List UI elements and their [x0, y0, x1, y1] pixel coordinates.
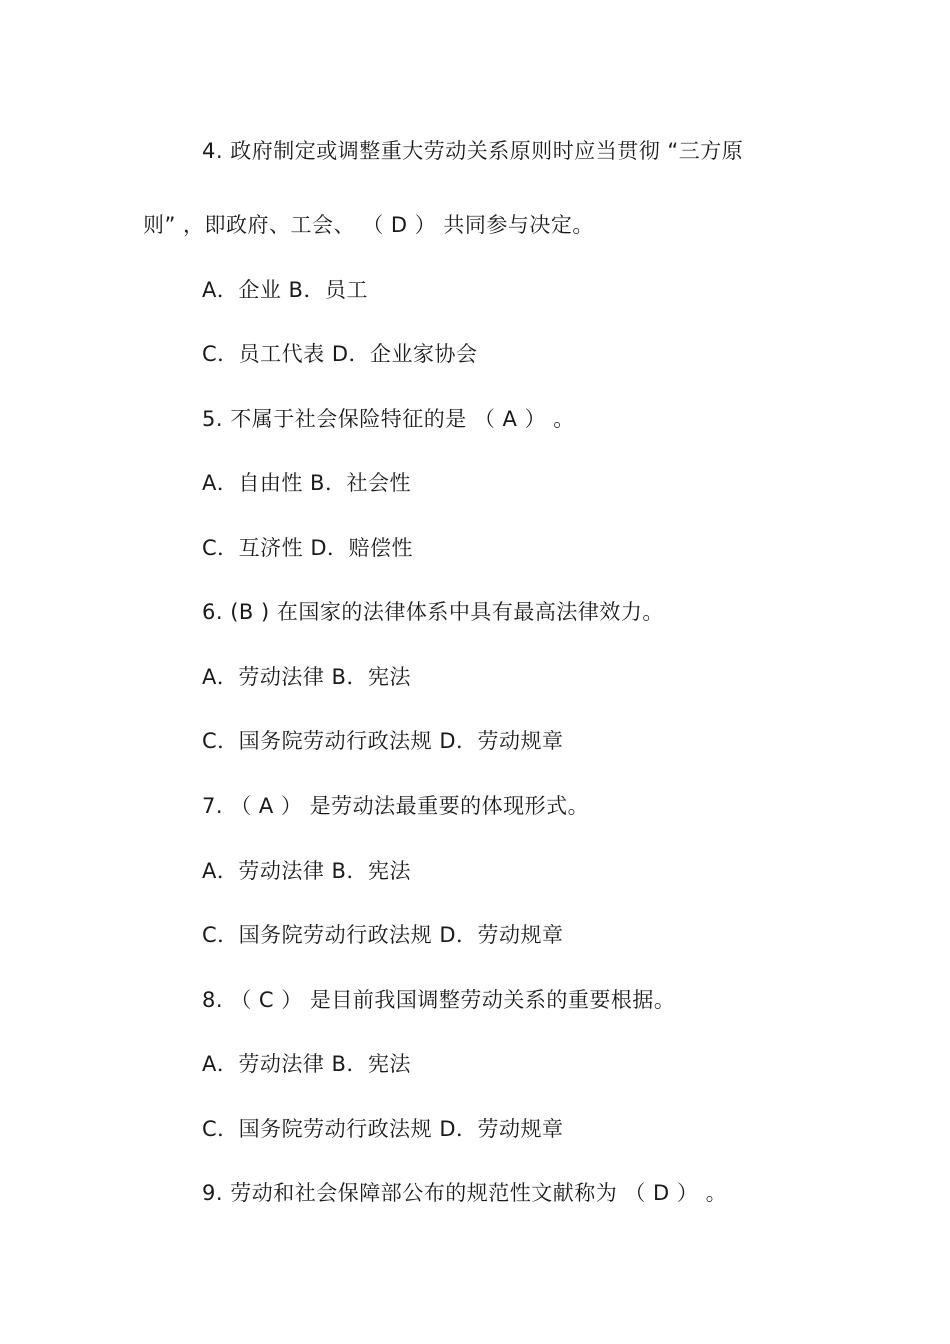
question-7-stem: 7. （ A ） 是劳动法最重要的体现形式。 [202, 794, 590, 818]
question-4-options-ab: A．企业 B．员工 [202, 278, 368, 302]
question-8-stem: 8. （ C ） 是目前我国调整劳动关系的重要根据。 [202, 988, 676, 1012]
question-9-stem: 9. 劳动和社会保障部公布的规范性文献称为 （ D ） 。 [202, 1181, 728, 1205]
question-4-stem: 4. 政府制定或调整重大劳动关系原则时应当贯彻 “三方原 [202, 139, 744, 163]
question-4-options-cd: C．员工代表 D．企业家协会 [202, 342, 478, 366]
question-6-options-ab: A．劳动法律 B．宪法 [202, 665, 411, 689]
question-5-stem: 5. 不属于社会保险特征的是 （ A ） 。 [202, 407, 575, 431]
question-8-options-ab: A．劳动法律 B．宪法 [202, 1052, 411, 1076]
question-6-options-cd: C．国务院劳动行政法规 D．劳动规章 [202, 729, 564, 753]
question-7-options-cd: C．国务院劳动行政法规 D．劳动规章 [202, 923, 564, 947]
question-5-options-ab: A．自由性 B．社会性 [202, 471, 411, 495]
question-8-options-cd: C．国务院劳动行政法规 D．劳动规章 [202, 1117, 564, 1141]
question-7-options-ab: A．劳动法律 B．宪法 [202, 859, 411, 883]
question-6-stem: 6. (B ) 在国家的法律体系中具有最高法律效力。 [202, 600, 664, 624]
question-5-options-cd: C．互济性 D．赔偿性 [202, 536, 414, 560]
question-4-stem-continued: 则” ，即政府、工会、 （ D ） 共同参与决定。 [143, 213, 594, 237]
